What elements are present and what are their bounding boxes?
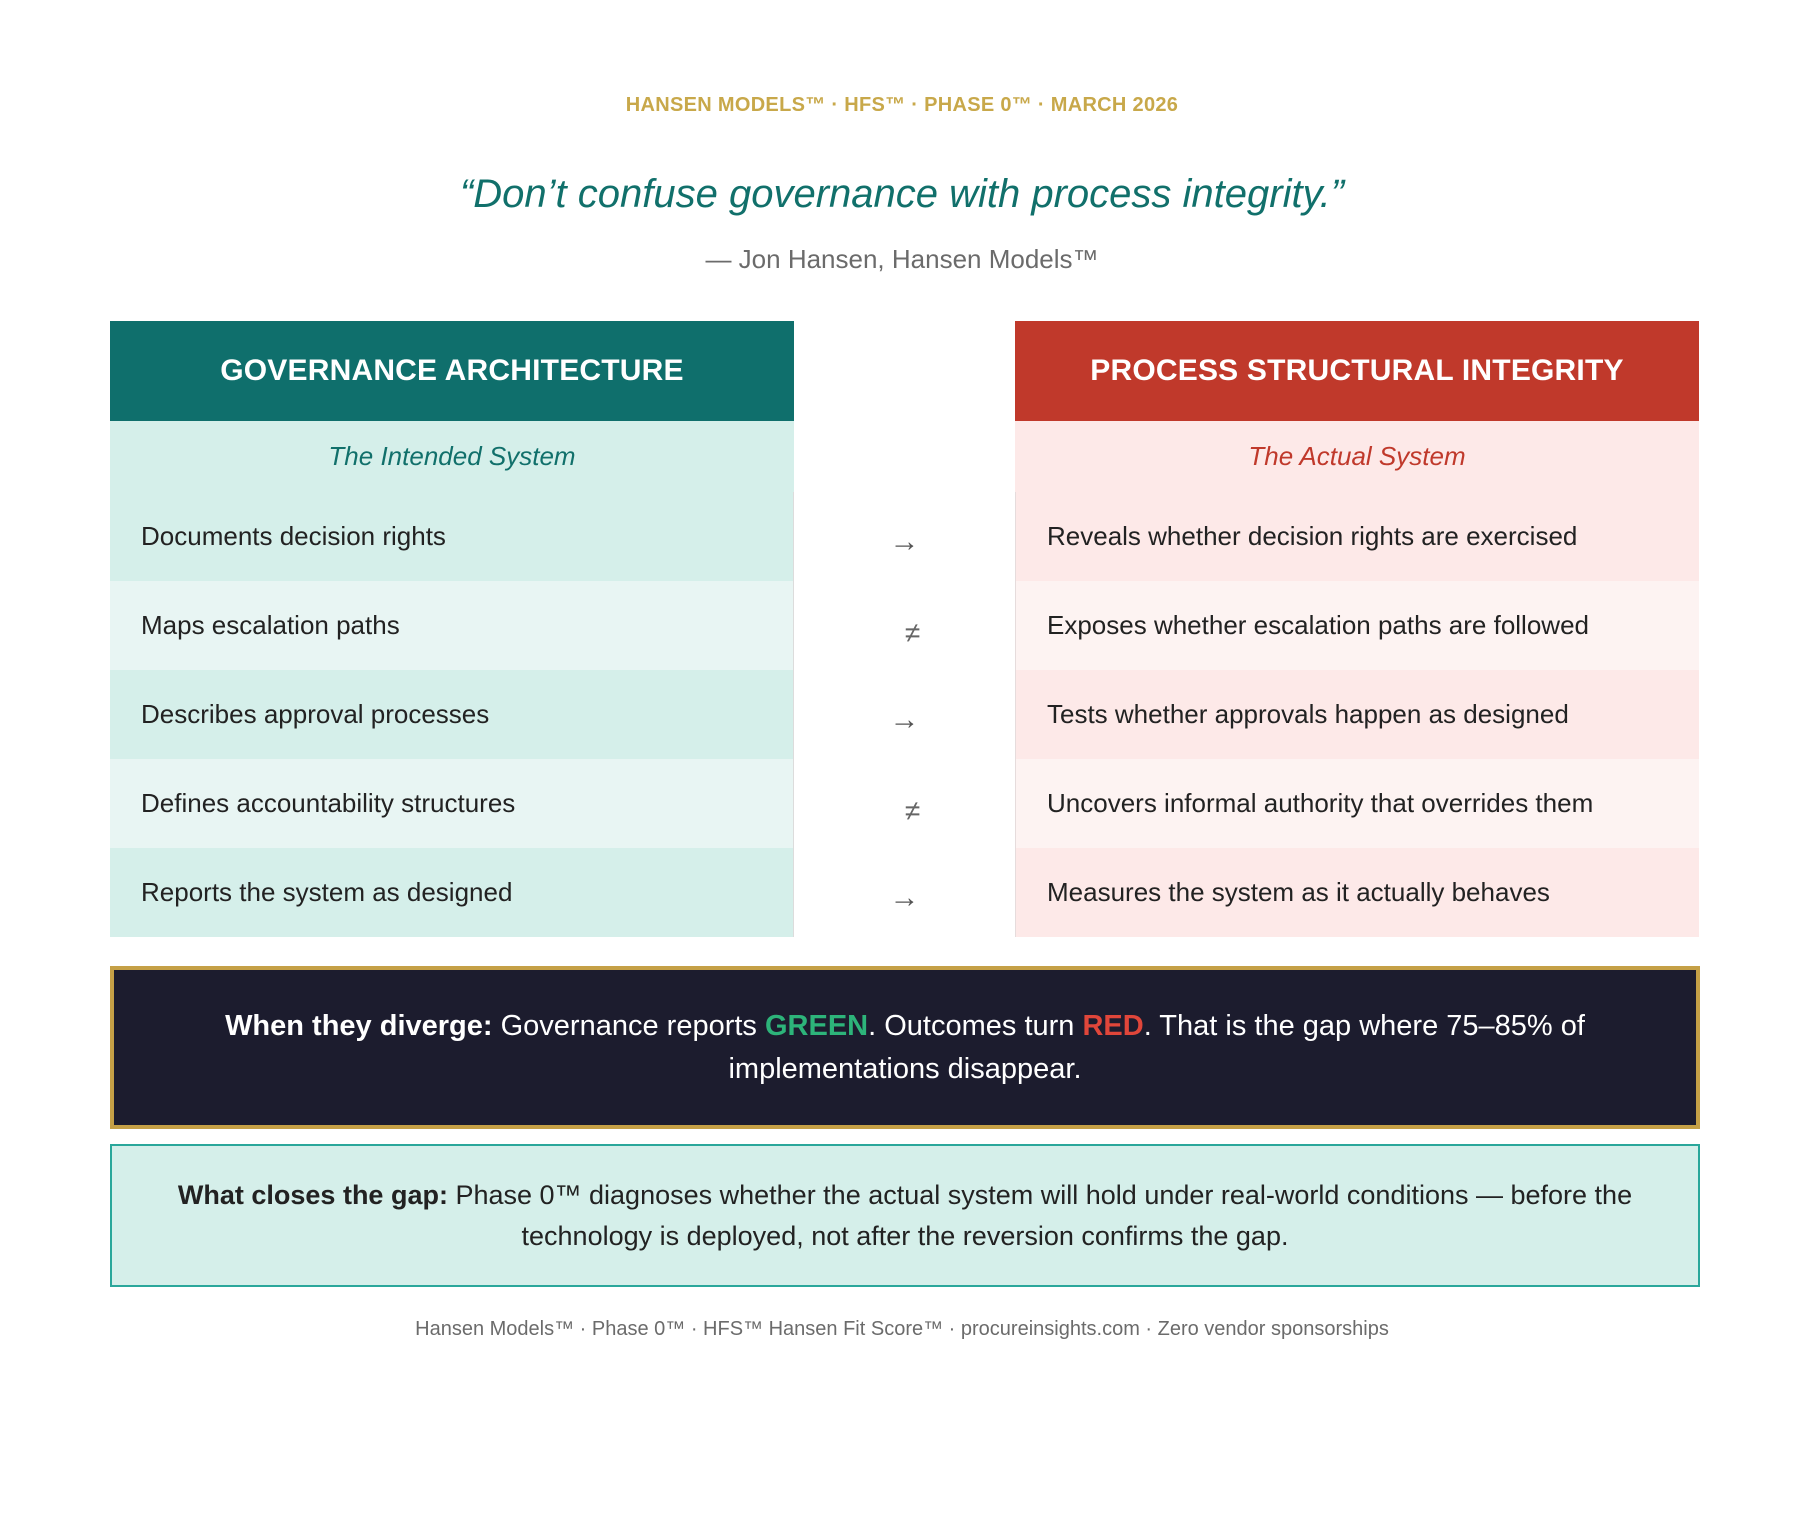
governance-row: Reports the system as designed xyxy=(110,848,794,937)
not-equal-icon: ≠ xyxy=(904,794,921,826)
governance-row: Documents decision rights xyxy=(110,492,794,581)
eyebrow-label: HANSEN MODELS™ · HFS™ · PHASE 0™ · MARCH 2026 xyxy=(625,94,1179,116)
arrow-right-icon: → xyxy=(889,880,920,914)
status-red: RED xyxy=(1082,1009,1144,1042)
closes-gap-lead: What closes the gap: xyxy=(177,1179,448,1210)
divergence-part2: . Outcomes turn xyxy=(868,1009,1083,1042)
integrity-column xyxy=(1015,321,1699,937)
governance-row: Describes approval processes xyxy=(110,670,794,759)
closes-gap-callout xyxy=(110,1144,1700,1287)
governance-row: Defines accountability structures xyxy=(110,759,794,848)
governance-header: GOVERNANCE ARCHITECTURE xyxy=(110,321,794,421)
integrity-header: PROCESS STRUCTURAL INTEGRITY xyxy=(1015,321,1699,421)
arrow-right-icon: → xyxy=(889,524,920,558)
status-green: GREEN xyxy=(764,1009,869,1042)
integrity-row: Reveals whether decision rights are exercised xyxy=(1015,492,1699,581)
arrow-right-icon: → xyxy=(889,702,920,736)
quote-attribution: — Jon Hansen, Hansen Models™ xyxy=(705,244,1099,274)
integrity-subtitle: The Actual System xyxy=(1015,421,1699,492)
comparison-symbols xyxy=(794,492,1015,937)
divergence-lead: When they diverge: xyxy=(225,1009,493,1042)
divergence-part1: Governance reports xyxy=(492,1009,765,1042)
governance-column xyxy=(110,321,794,937)
governance-row: Maps escalation paths xyxy=(110,581,794,670)
integrity-row: Tests whether approvals happen as designed xyxy=(1015,670,1699,759)
divergence-part3: . That is the gap where 75–85% of implementations disappear. xyxy=(728,1009,1585,1085)
integrity-row: Uncovers informal authority that overrides them xyxy=(1015,759,1699,848)
integrity-row: Exposes whether escalation paths are followed xyxy=(1015,581,1699,670)
closes-gap-body: Phase 0™ diagnoses whether the actual system will hold under real-world conditions — before the technology is deployed, not after the reversion confirms the gap. xyxy=(447,1179,1633,1251)
headline-quote: “Don’t confuse governance with process integrity.” xyxy=(459,172,1345,216)
divergence-callout xyxy=(110,966,1700,1129)
footer-credits: Hansen Models™ · Phase 0™ · HFS™ Hansen Fit Score™ · procureinsights.com · Zero vendor sponsorships xyxy=(415,1318,1389,1340)
governance-subtitle: The Intended System xyxy=(110,421,794,492)
not-equal-icon: ≠ xyxy=(904,616,921,648)
closes-gap-text xyxy=(152,1175,1658,1257)
divergence-text xyxy=(174,1005,1636,1091)
integrity-row: Measures the system as it actually behaves xyxy=(1015,848,1699,937)
